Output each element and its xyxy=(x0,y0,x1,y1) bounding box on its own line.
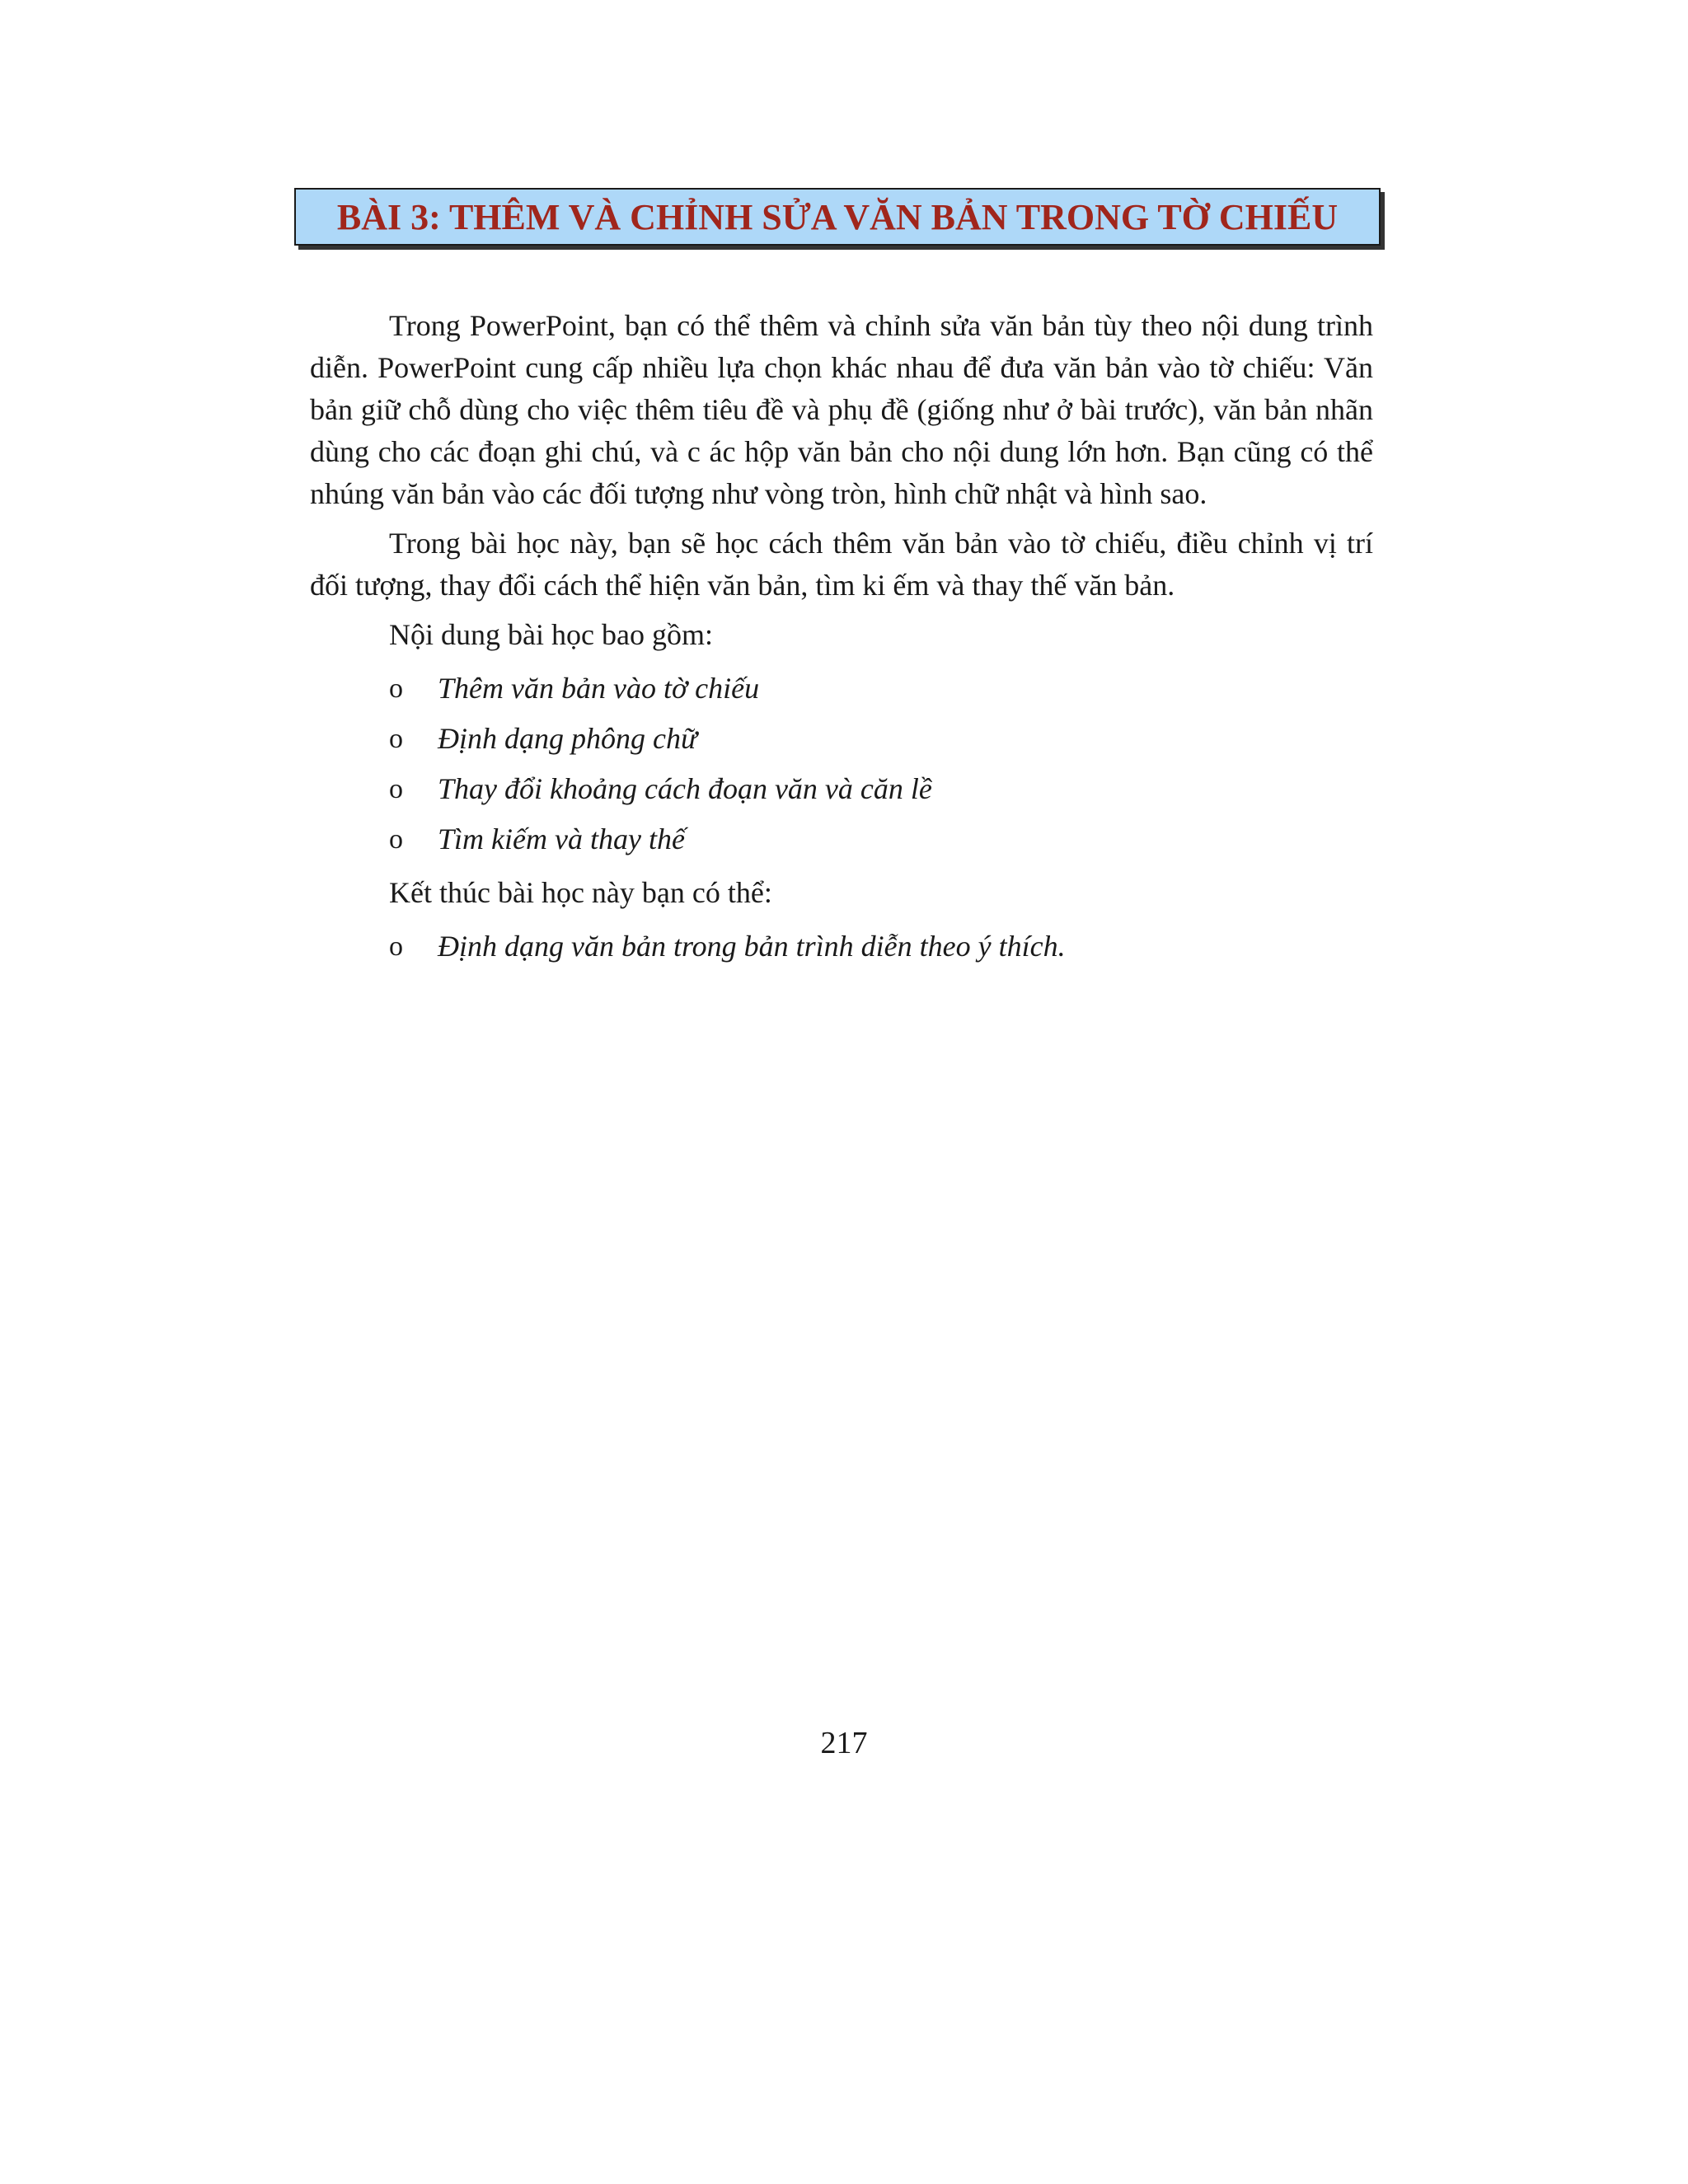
list-item xyxy=(310,714,1373,764)
outcome-heading: Kết thúc bài học này bạn có thể: xyxy=(389,876,772,909)
contents-list xyxy=(310,663,1373,865)
overview-paragraph: Trong bài học này, bạn sẽ học cách thêm văn bản vào tờ chiếu, điều chỉnh vị trí đối tượng, thay đổi cách thể hiện văn bản, tìm ki ếm và thay thế văn bản. xyxy=(310,527,1373,602)
bullet-icon: o xyxy=(389,724,403,754)
contents-heading: Nội dung bài học bao gồm: xyxy=(389,618,713,651)
bullet-icon: o xyxy=(389,673,403,704)
list-item xyxy=(310,921,1373,972)
intro-paragraph: Trong PowerPoint, bạn có thể thêm và chỉnh sửa văn bản tùy theo nội dung trình diễn. PowerPoint cung cấp nhiều lựa chọn khác nhau để đưa văn bản vào tờ chiếu: Văn bản giữ chỗ dùng cho việc thêm tiêu đề và phụ đề (giống như ở bài trước), văn bản nhãn dùng cho các đoạn ghi chú, và c ác hộp văn bản cho nội dung lớn hơn. Bạn cũng có thể nhúng văn bản vào các đối tượng như vòng tròn, hình chữ nhật và hình sao. xyxy=(310,309,1373,510)
lesson-content xyxy=(310,305,1373,979)
lesson-title-box xyxy=(294,188,1381,246)
bullet-icon: o xyxy=(389,931,403,962)
list-item-text: Định dạng văn bản trong bản trình diễn theo ý thích. xyxy=(438,930,1066,963)
list-item xyxy=(310,663,1373,714)
list-item-text: Tìm kiếm và thay thế xyxy=(438,823,685,855)
list-item-text: Định dạng phông chữ xyxy=(438,722,697,755)
list-item-text: Thêm văn bản vào tờ chiếu xyxy=(438,672,760,705)
list-item-text: Thay đổi khoảng cách đoạn văn và căn lề xyxy=(438,772,932,805)
outcome-list xyxy=(310,921,1373,972)
page-number: 217 xyxy=(820,1726,868,1760)
lesson-title: BÀI 3: THÊM VÀ CHỈNH SỬA VĂN BẢN TRONG TỜ CHIẾU xyxy=(336,196,1339,237)
bullet-icon: o xyxy=(389,824,403,855)
list-item xyxy=(310,814,1373,865)
bullet-icon: o xyxy=(389,774,403,804)
list-item xyxy=(310,764,1373,814)
